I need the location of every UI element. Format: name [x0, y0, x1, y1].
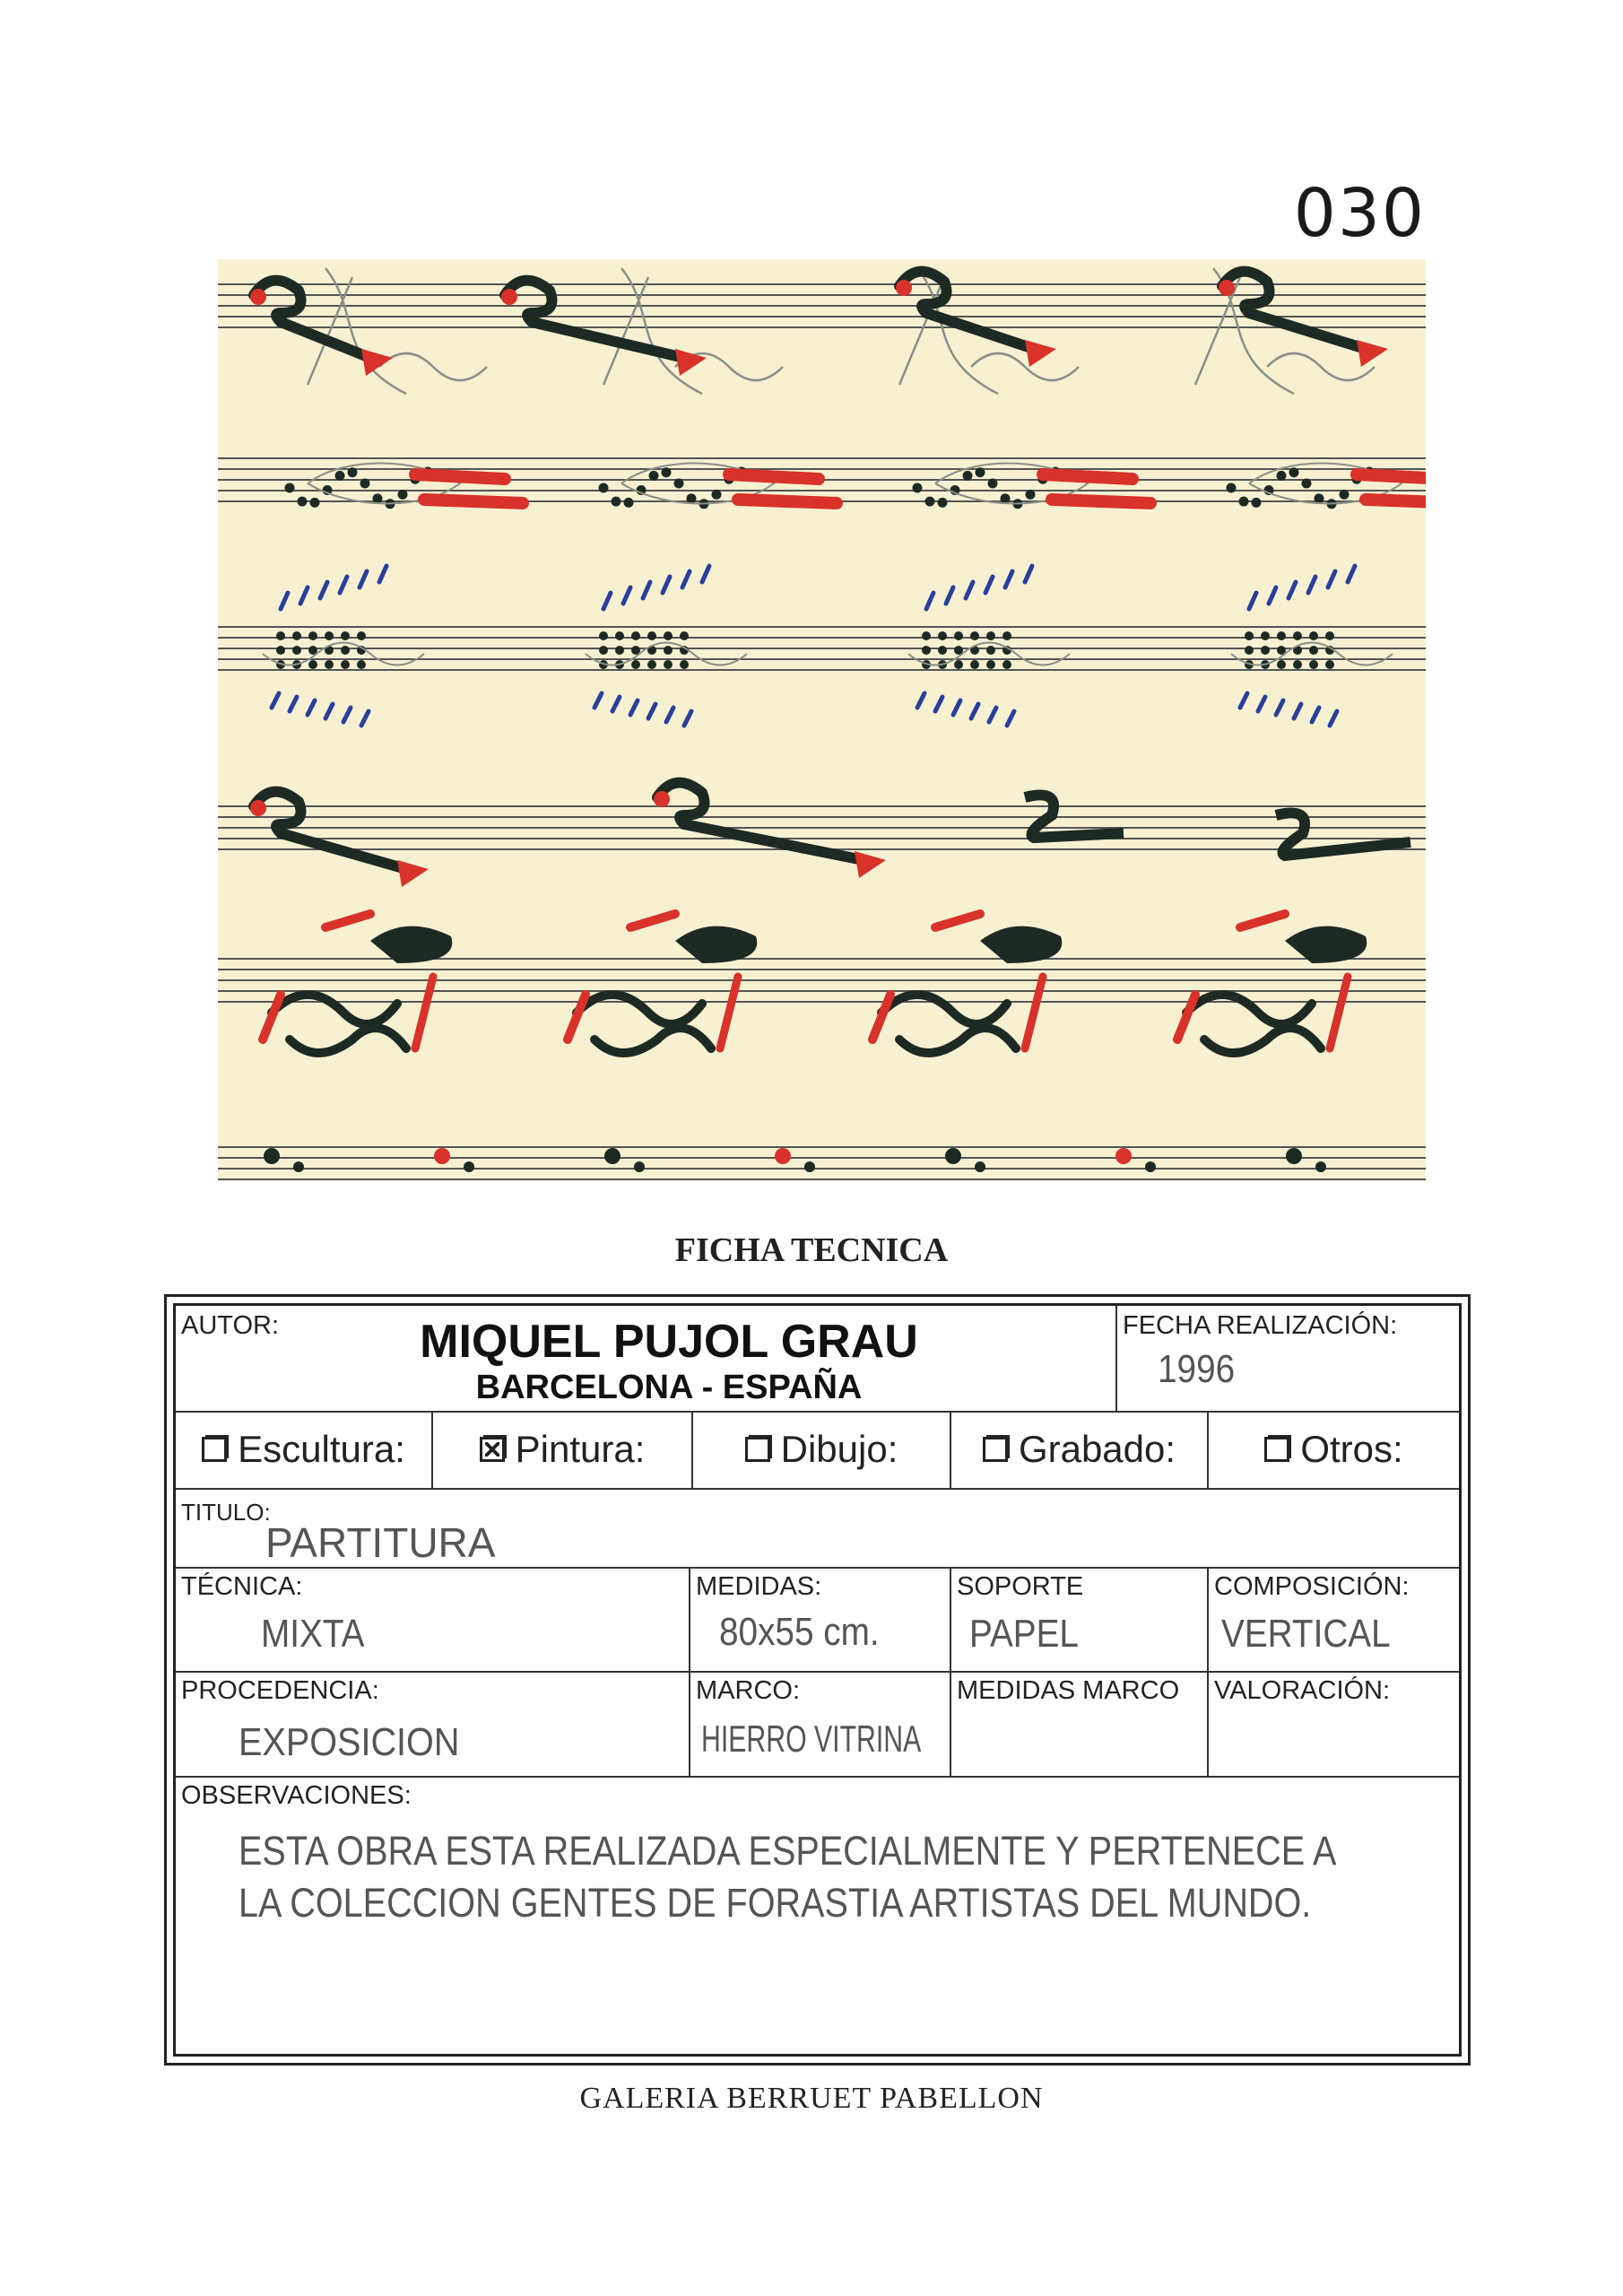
- ink-dot: [954, 660, 963, 669]
- measures-label: MEDIDAS:: [696, 1572, 822, 1601]
- ink-dot: [357, 631, 366, 640]
- red-stroke: [424, 500, 523, 503]
- ink-dot: [1309, 631, 1318, 640]
- valuation-label: VALORACIÓN:: [1214, 1676, 1391, 1705]
- title-row: [176, 1488, 1459, 1569]
- date-value: 1996: [1158, 1347, 1236, 1391]
- type-label-dibujo: Dibujo:: [780, 1428, 898, 1470]
- ink-dot: [712, 490, 722, 500]
- ink-dot: [1261, 646, 1270, 655]
- title-label: TITULO:: [181, 1499, 271, 1526]
- technique-label: TÉCNICA:: [181, 1572, 303, 1601]
- technical-sheet-inner: [173, 1303, 1462, 2057]
- ink-dot: [1277, 660, 1286, 669]
- observations-text: [239, 1825, 1422, 1929]
- ink-dot: [357, 660, 366, 669]
- ink-dot: [1245, 646, 1254, 655]
- technique-row: [176, 1567, 1459, 1673]
- ink-dot: [398, 490, 408, 500]
- ink-dot: [1340, 490, 1350, 500]
- date-label: FECHA REALIZACIÓN:: [1123, 1311, 1398, 1340]
- music-score-painting: [218, 259, 1426, 1181]
- ink-dot: [662, 467, 672, 477]
- ink-dot: [276, 631, 285, 640]
- ink-dot: [325, 631, 334, 640]
- ink-dot: [1309, 660, 1318, 669]
- sheet-number: 030: [1293, 175, 1426, 252]
- ink-dot: [938, 631, 947, 640]
- ink-dot: [804, 1161, 815, 1172]
- ink-dot: [1277, 471, 1287, 481]
- ink-dot: [464, 1161, 474, 1172]
- ink-dot: [615, 631, 624, 640]
- composition-value: VERTICAL: [1221, 1612, 1391, 1656]
- ink-dot: [922, 631, 931, 640]
- ink-dot: [348, 467, 358, 477]
- type-option-otros[interactable]: [1209, 1411, 1459, 1488]
- ink-dot: [647, 631, 656, 640]
- type-option-dibujo[interactable]: [693, 1411, 950, 1488]
- ink-dot: [975, 1161, 985, 1172]
- composition-label: COMPOSICIÓN:: [1214, 1572, 1410, 1601]
- ink-dot: [647, 660, 656, 669]
- red-stroke: [1052, 500, 1150, 503]
- ink-dot: [1245, 631, 1254, 640]
- ink-dot: [963, 471, 973, 481]
- type-cell-pintura: [433, 1411, 693, 1488]
- ink-dot: [1289, 467, 1299, 477]
- frame-measures-cell: [951, 1671, 1209, 1776]
- ink-arrow-dot: [1219, 280, 1235, 296]
- ink-dot: [664, 631, 673, 640]
- type-label-escultura: Escultura:: [238, 1428, 405, 1470]
- observations-row: [176, 1776, 1459, 2054]
- type-option-pintura[interactable]: [433, 1411, 691, 1488]
- valuation-cell: [1209, 1671, 1459, 1776]
- ink-dot: [674, 478, 684, 488]
- ink-dot: [615, 646, 624, 655]
- red-stroke: [729, 474, 819, 479]
- ink-dot: [1302, 478, 1312, 488]
- sheet-heading: FICHA TECNICA: [674, 1231, 949, 1269]
- ink-dot: [1277, 631, 1286, 640]
- ink-dot: [1145, 1161, 1156, 1172]
- ink-dot: [1315, 493, 1324, 503]
- ink-dot: [1325, 631, 1334, 640]
- type-cell-escultura: [176, 1411, 433, 1488]
- ink-dot: [664, 646, 673, 655]
- ink-dot: [970, 660, 979, 669]
- ink-dot: [335, 471, 345, 481]
- observations-label: OBSERVACIONES:: [181, 1781, 412, 1810]
- ink-dot: [938, 646, 947, 655]
- ink-dot: [325, 660, 334, 669]
- composition-cell: [1209, 1567, 1459, 1671]
- red-stroke: [1366, 500, 1426, 503]
- type-label-otros: Otros:: [1300, 1428, 1403, 1470]
- ink-arrow-dot: [501, 289, 517, 305]
- ink-arrow-dot: [654, 791, 670, 807]
- ink-dot: [599, 646, 608, 655]
- ink-dot: [631, 631, 640, 640]
- type-row: [176, 1411, 1459, 1490]
- ink-dot: [264, 1148, 280, 1164]
- gallery-footer: GALERIA BERRUET PABELLON: [579, 2082, 1044, 2115]
- ink-dot: [1309, 646, 1318, 655]
- ink-dot: [1002, 631, 1011, 640]
- author-label: AUTOR:: [181, 1311, 280, 1340]
- type-cell-grabado: [951, 1411, 1209, 1488]
- checkbox-otros[interactable]: [1264, 1437, 1289, 1462]
- type-option-grabado[interactable]: [951, 1411, 1207, 1488]
- ink-dot: [624, 498, 634, 508]
- ink-dot: [1293, 631, 1302, 640]
- provenance-row: [176, 1671, 1459, 1778]
- ink-dot: [680, 660, 689, 669]
- ink-dot: [664, 660, 673, 669]
- type-label-grabado: Grabado:: [1018, 1428, 1176, 1470]
- ink-dot: [954, 631, 963, 640]
- measures-cell: [690, 1567, 951, 1671]
- ink-dot: [986, 631, 995, 640]
- ink-dot: [970, 631, 979, 640]
- red-stroke: [1043, 474, 1133, 479]
- frame-cell: [690, 1671, 951, 1776]
- ink-dot: [1293, 660, 1302, 669]
- measures-value: 80x55 cm.: [719, 1610, 880, 1654]
- ink-arrow-dot: [250, 800, 266, 816]
- ink-dot: [360, 478, 370, 488]
- support-value: PAPEL: [969, 1612, 1079, 1656]
- ink-dot: [680, 631, 689, 640]
- provenance-cell: [176, 1671, 690, 1776]
- technique-value: MIXTA: [261, 1612, 365, 1656]
- ink-dot: [434, 1148, 450, 1164]
- type-option-escultura[interactable]: [176, 1411, 431, 1488]
- author-name: MIQUEL PUJOL GRAU: [420, 1316, 918, 1368]
- ink-dot: [634, 1161, 645, 1172]
- ink-dot: [1239, 497, 1249, 507]
- ink-dot: [292, 646, 301, 655]
- ink-dot: [1261, 631, 1270, 640]
- ink-dot: [1286, 1148, 1302, 1164]
- ink-dot: [293, 1161, 304, 1172]
- checkbox-grabado[interactable]: [983, 1437, 1008, 1462]
- ink-dot: [1252, 498, 1262, 508]
- type-cell-otros: [1209, 1411, 1459, 1488]
- provenance-label: PROCEDENCIA:: [181, 1676, 379, 1705]
- ink-dot: [988, 478, 998, 488]
- ink-dot: [298, 497, 308, 507]
- type-cell-dibujo: [693, 1411, 951, 1488]
- technique-cell: [176, 1567, 690, 1671]
- ink-dot: [599, 631, 608, 640]
- ink-dot: [373, 493, 383, 503]
- author-cell: [176, 1306, 1117, 1411]
- ink-dot: [938, 498, 948, 508]
- ink-dot: [276, 646, 285, 655]
- author-city: BARCELONA - ESPAÑA: [475, 1369, 863, 1406]
- type-label-pintura: Pintura:: [515, 1428, 646, 1470]
- ink-dot: [1115, 1148, 1132, 1164]
- ink-dot: [986, 646, 995, 655]
- ink-dot: [604, 1148, 621, 1164]
- ink-dot: [1001, 493, 1011, 503]
- ink-dot: [308, 660, 317, 669]
- ink-dot: [1315, 1161, 1326, 1172]
- ink-arrow-dot: [896, 280, 912, 296]
- ink-dot: [925, 497, 935, 507]
- ink-dot: [1026, 490, 1036, 500]
- ink-dot: [341, 646, 350, 655]
- red-stroke: [415, 474, 505, 479]
- red-stroke: [1357, 474, 1426, 479]
- ink-dot: [341, 660, 350, 669]
- ink-dot: [285, 483, 295, 493]
- provenance-value: EXPOSICION: [239, 1720, 460, 1764]
- checkbox-dibujo[interactable]: [745, 1437, 770, 1462]
- frame-label: MARCO:: [696, 1676, 800, 1705]
- checkbox-pintura-checked[interactable]: [480, 1437, 505, 1462]
- ink-dot: [1227, 483, 1237, 493]
- ink-dot: [913, 483, 923, 493]
- artwork-image: [218, 259, 1426, 1181]
- ink-dot: [631, 660, 640, 669]
- ink-dot: [341, 631, 350, 640]
- ink-dot: [1325, 660, 1334, 669]
- red-stroke: [738, 500, 837, 503]
- ink-dot: [308, 631, 317, 640]
- checkbox-escultura[interactable]: [202, 1437, 227, 1462]
- ink-dot: [986, 660, 995, 669]
- ink-dot: [292, 631, 301, 640]
- observations-line-1: ESTA OBRA ESTA REALIZADA ESPECIALMENTE Y PERTENECE A: [239, 1828, 1337, 1874]
- frame-value: HIERRO VITRINA: [701, 1718, 922, 1760]
- title-value: PARTITURA: [265, 1519, 496, 1566]
- ink-dot: [599, 483, 609, 493]
- ink-dot: [649, 471, 659, 481]
- ink-arrow-dot: [250, 289, 266, 305]
- support-label: SOPORTE: [957, 1572, 1084, 1601]
- ink-dot: [922, 646, 931, 655]
- observations-line-2: LA COLECCION GENTES DE FORASTIA ARTISTAS DEL MUNDO.: [239, 1880, 1312, 1926]
- ink-dot: [612, 497, 621, 507]
- frame-measures-label: MEDIDAS MARCO: [957, 1676, 1180, 1705]
- author-row: [176, 1306, 1459, 1413]
- ink-dot: [775, 1148, 791, 1164]
- ink-dot: [310, 498, 320, 508]
- technical-sheet: [164, 1294, 1471, 2066]
- ink-dot: [945, 1148, 961, 1164]
- ink-dot: [976, 467, 985, 477]
- ink-dot: [1002, 660, 1011, 669]
- support-cell: [951, 1567, 1209, 1671]
- ink-dot: [687, 493, 697, 503]
- date-cell: [1117, 1306, 1459, 1411]
